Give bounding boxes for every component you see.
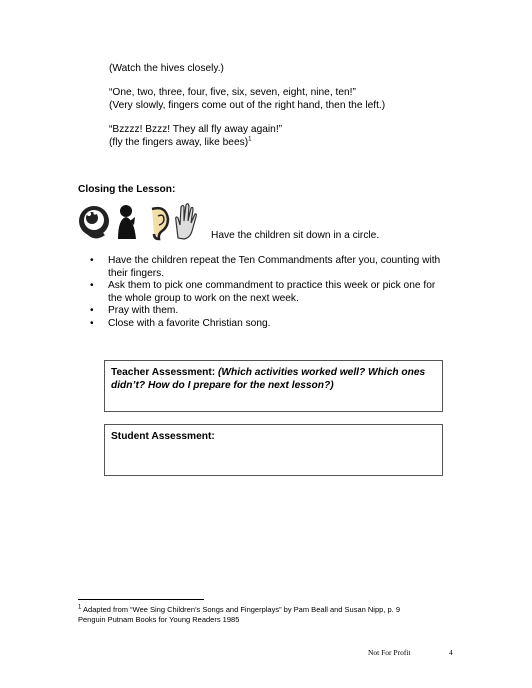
text-line: “Bzzzz! Bzzz! They all fly away again!” bbox=[109, 124, 283, 135]
text-line: “One, two, three, four, five, six, seven, eight, nine, ten!” bbox=[109, 87, 356, 98]
closing-instruction: Have the children sit down in a circle. bbox=[211, 230, 380, 241]
closing-icons bbox=[78, 201, 208, 241]
footnote-text: Penguin Putnam Books for Young Readers 1985 bbox=[78, 615, 240, 624]
list-item bbox=[90, 305, 460, 318]
footnote-divider bbox=[78, 599, 204, 600]
teacher-assessment-prompt-cont: didn’t? How do I prepare for the next lesson?) bbox=[111, 380, 334, 391]
list-item-text: • Pray with them. bbox=[108, 305, 179, 317]
page-number: 4 bbox=[449, 648, 453, 657]
teacher-assessment-box[interactable] bbox=[104, 360, 443, 412]
footnote-reference: 1 bbox=[248, 136, 252, 143]
section-heading: Closing the Lesson: bbox=[78, 184, 176, 195]
praying-child-icon bbox=[118, 205, 136, 239]
footer-label: Not For Profit bbox=[368, 648, 411, 657]
list-item-text: • Ask them to pick one commandment to practice this week or pick one for bbox=[108, 280, 436, 292]
student-assessment-box[interactable] bbox=[104, 424, 443, 476]
footnote-line bbox=[78, 605, 400, 615]
text-line bbox=[109, 136, 251, 149]
list-item bbox=[90, 280, 460, 305]
hand-icon bbox=[176, 204, 197, 239]
closing-bullet-list bbox=[90, 255, 460, 331]
list-item-text: • Have the children repeat the Ten Commandments after you, counting with bbox=[108, 255, 441, 266]
teacher-assessment-line bbox=[111, 366, 436, 379]
student-assessment-label: Student Assessment: bbox=[111, 431, 215, 442]
list-item bbox=[90, 255, 460, 280]
text-line: (Very slowly, fingers come out of the right hand, then the left.) bbox=[109, 100, 386, 111]
list-item-text: their fingers. bbox=[108, 267, 165, 279]
thinking-head-icon bbox=[79, 206, 109, 237]
text-line: (Watch the hives closely.) bbox=[109, 63, 224, 74]
teacher-assessment-prompt: (Which activities worked well? Which ones bbox=[218, 367, 426, 378]
footnote bbox=[78, 605, 400, 625]
text-line-body: (fly the fingers away, like bees) bbox=[109, 137, 249, 148]
teacher-assessment-label: Teacher Assessment: bbox=[111, 367, 216, 378]
list-item bbox=[90, 318, 460, 331]
ear-icon bbox=[152, 208, 168, 239]
footnote-number: 1 bbox=[78, 604, 82, 611]
list-item-text: • Close with a favorite Christian song. bbox=[108, 317, 271, 329]
list-item-text: the whole group to work on the next week. bbox=[108, 292, 299, 304]
footnote-text: Adapted from “Wee Sing Children’s Songs and Fingerplays” by Pam Beall and Susan Nipp, p. 9 bbox=[83, 605, 400, 614]
